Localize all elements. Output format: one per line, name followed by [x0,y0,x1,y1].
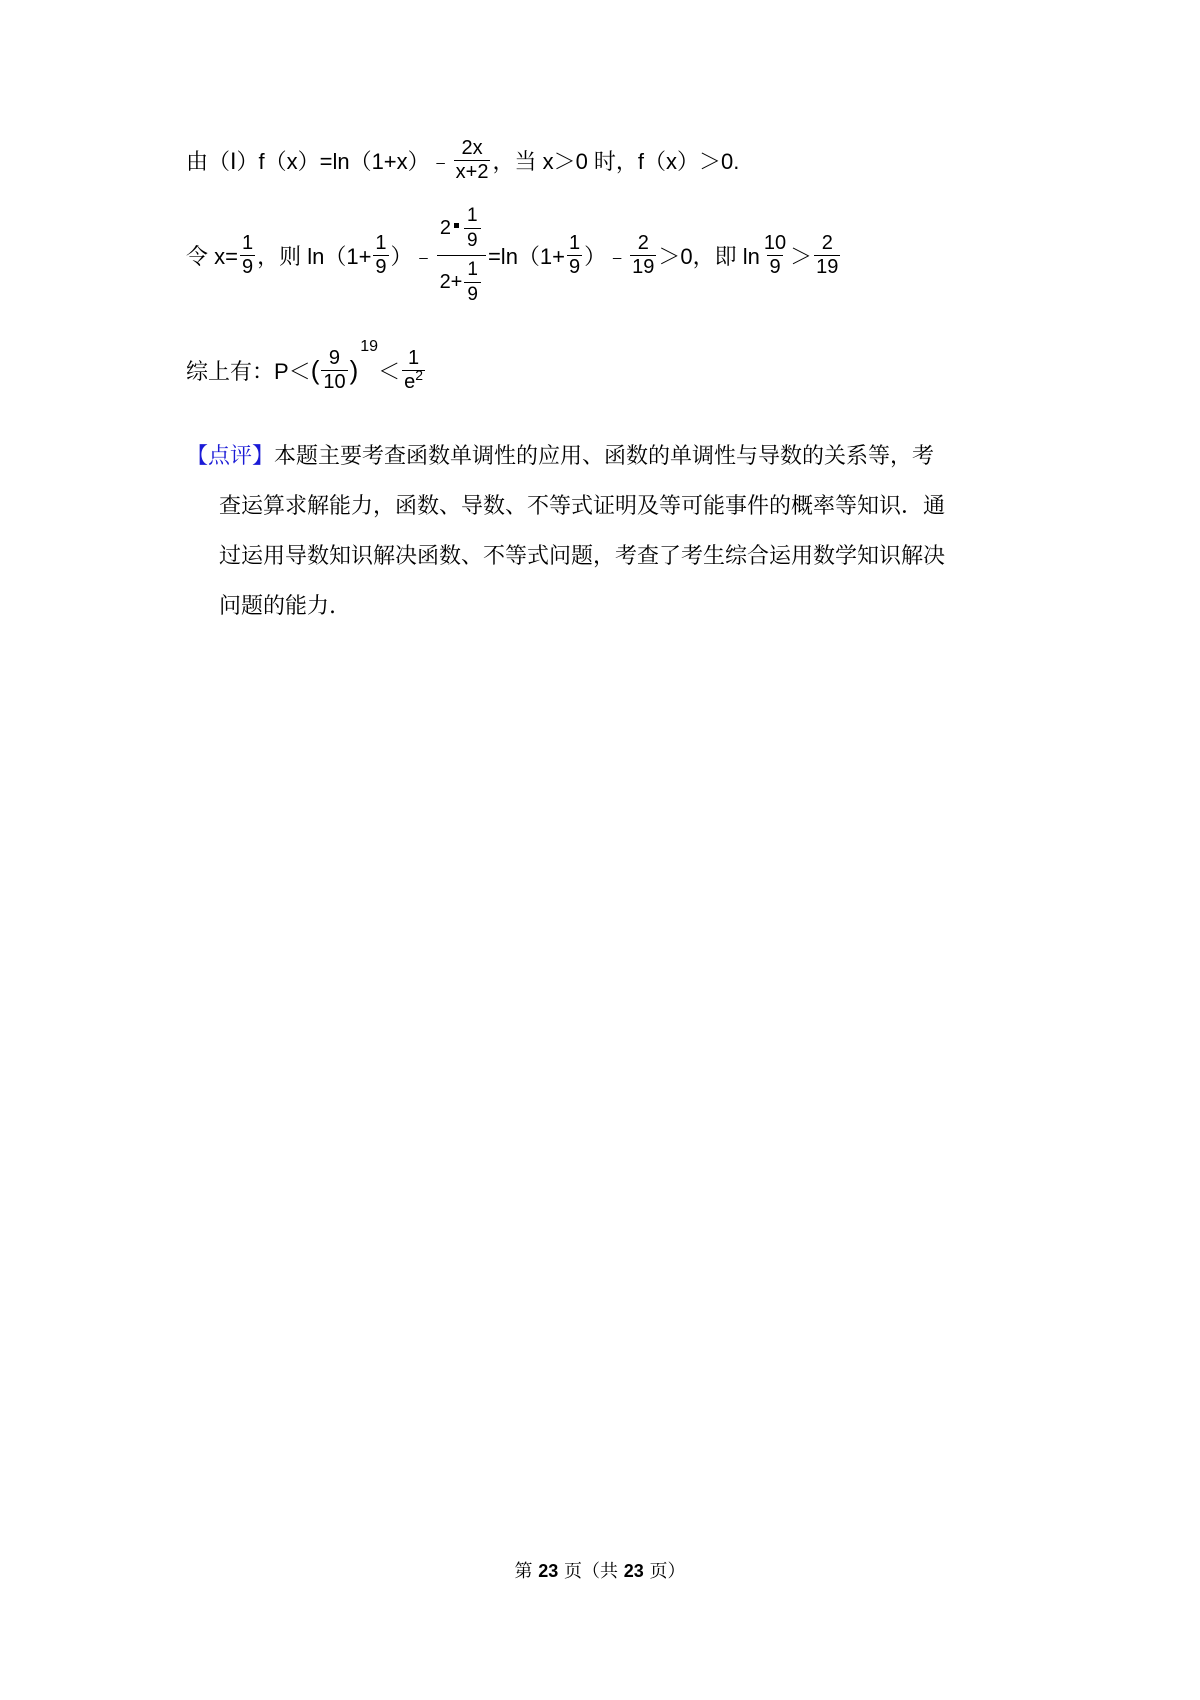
right-paren: ) [349,355,359,385]
frac-num: 2 [637,231,649,254]
frac-num: 1 [407,347,420,369]
line2-mid3: =ln（1+ [487,243,566,269]
footer-mid: 页（共 [564,1561,618,1582]
num-term: 2 [439,216,452,239]
fraction-2-over-19 [630,233,656,278]
line3-prefix: 综上有：P＜ [186,359,311,384]
inner-fraction [464,204,481,253]
review-line-3: 过运用导数知识解决函数、不等式问题，考查了考生综合运用数学知识解决 [219,544,946,569]
footer-pre: 第 [514,1561,533,1582]
inner-fraction [464,258,481,307]
multiply-dot-icon [454,223,459,228]
page-footer [0,1557,1200,1583]
review-paragraph [186,432,1032,632]
line1-prefix: 由（Ⅰ）f（x）=ln（1+x）﹣ [186,149,452,174]
frac-den: 9 [464,282,481,307]
left-paren: ( [310,355,320,385]
line1-suffix: ，当 x＞0 时，f（x）＞0. [492,149,740,174]
review-line-4: 问题的能力. [219,594,336,619]
page-number: 23 [538,1561,559,1581]
review-tag: 【点评】 [186,444,275,469]
frac-den: 19 [816,255,839,278]
frac-den [402,367,425,393]
den-term: 2+ [439,270,463,293]
den-base: e [404,371,416,393]
fraction-1-over-9 [567,233,582,278]
fraction-10-over-9 [762,233,788,278]
frac-num: 2 [821,231,833,254]
formula-line-2 [186,202,842,309]
review-line-1 [186,432,1032,482]
review-text: 本题主要考查函数单调性的应用、函数的单调性与导数的关系等，考 [274,444,935,469]
frac-num: 1 [467,258,478,280]
fraction-2x-over-x-plus-2 [454,138,491,183]
fraction-9-over-10 [321,348,347,393]
fraction-1-over-9 [240,233,255,278]
line2-mid6: ＞ [790,243,813,269]
total-pages: 23 [623,1561,644,1581]
frac-den: 19 [632,255,655,278]
line2-mid1: ，则 ln（1+ [257,243,372,269]
frac-num: 2x [461,137,483,159]
footer-post: 页） [649,1561,686,1582]
compound-frac-den [437,255,486,309]
exponent: 19 [360,337,379,355]
frac-num: 1 [467,205,478,226]
frac-den: 9 [464,228,481,253]
line2-prefix: 令 x= [186,243,238,269]
formula-line-1 [186,138,739,183]
line2-mid4: ）﹣ [584,243,629,269]
frac-den: 9 [569,255,581,278]
fraction-2-over-19 [814,233,840,278]
frac-den: 9 [241,255,254,278]
fraction-1-over-e-squared [402,348,425,393]
frac-num: 1 [241,231,254,254]
den-exponent: 2 [415,367,424,383]
frac-num: 10 [763,231,787,254]
frac-den: x+2 [455,161,489,183]
compound-frac-num [437,202,486,255]
review-line-2: 查运算求解能力，函数、导数、不等式证明及等可能事件的概率等知识．通 [219,494,946,519]
fraction-1-over-9 [373,233,388,278]
frac-den: 10 [323,371,346,393]
frac-den: 9 [375,255,387,278]
line2-mid5: ＞0，即 ln [658,243,760,269]
less-than: ＜ [378,359,401,384]
line2-mid2: ）﹣ [390,243,435,269]
frac-num: 1 [375,231,387,254]
frac-num: 9 [328,347,341,369]
formula-line-3 [186,337,427,393]
compound-fraction [437,202,486,309]
frac-num: 1 [569,231,581,254]
frac-den: 9 [769,255,781,278]
